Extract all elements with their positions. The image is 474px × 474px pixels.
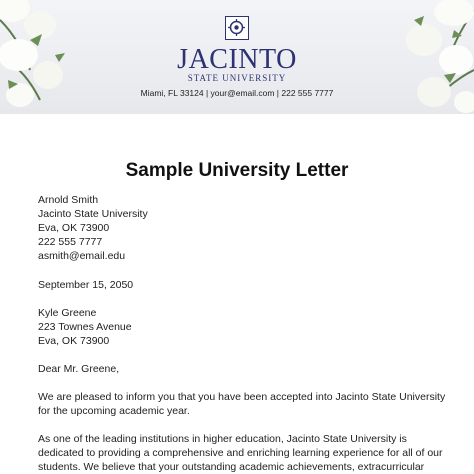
- sender-name: Arnold Smith: [38, 194, 99, 206]
- paragraph-2-line-3: students. We believe that your outstanding academic achievements, extracurricular: [38, 461, 425, 473]
- paragraph-2-line-2: dedicated to providing a comprehensive and enriching learning experience for all of our: [38, 447, 443, 459]
- university-crest-icon: [225, 16, 249, 40]
- letter-date: September 15, 2050: [38, 279, 134, 291]
- sender-phone: 222 555 7777: [38, 236, 103, 248]
- university-subtitle: STATE UNIVERSITY: [187, 73, 287, 83]
- paragraph-1-line-1: We are pleased to inform you that you have been accepted into Jacinto State University: [38, 391, 446, 403]
- salutation: Dear Mr. Greene,: [38, 363, 120, 375]
- sender-institution: Jacinto State University: [38, 208, 148, 220]
- contact-line: Miami, FL 33124 | your@email.com | 222 555 7777: [140, 88, 334, 98]
- paragraph-1-line-2: for the upcoming academic year.: [38, 405, 190, 417]
- recipient-city: Eva, OK 73900: [38, 335, 110, 347]
- recipient-street: 223 Townes Avenue: [38, 321, 132, 333]
- university-name: JACINTO: [177, 44, 297, 75]
- letter-title: Sample University Letter: [125, 160, 349, 181]
- sender-email: asmith@email.edu: [38, 250, 126, 262]
- paragraph-2-line-1: As one of the leading institutions in higher education, Jacinto State University is: [38, 433, 407, 445]
- sender-city: Eva, OK 73900: [38, 222, 110, 234]
- recipient-name: Kyle Greene: [38, 307, 97, 319]
- letterhead: [0, 0, 474, 114]
